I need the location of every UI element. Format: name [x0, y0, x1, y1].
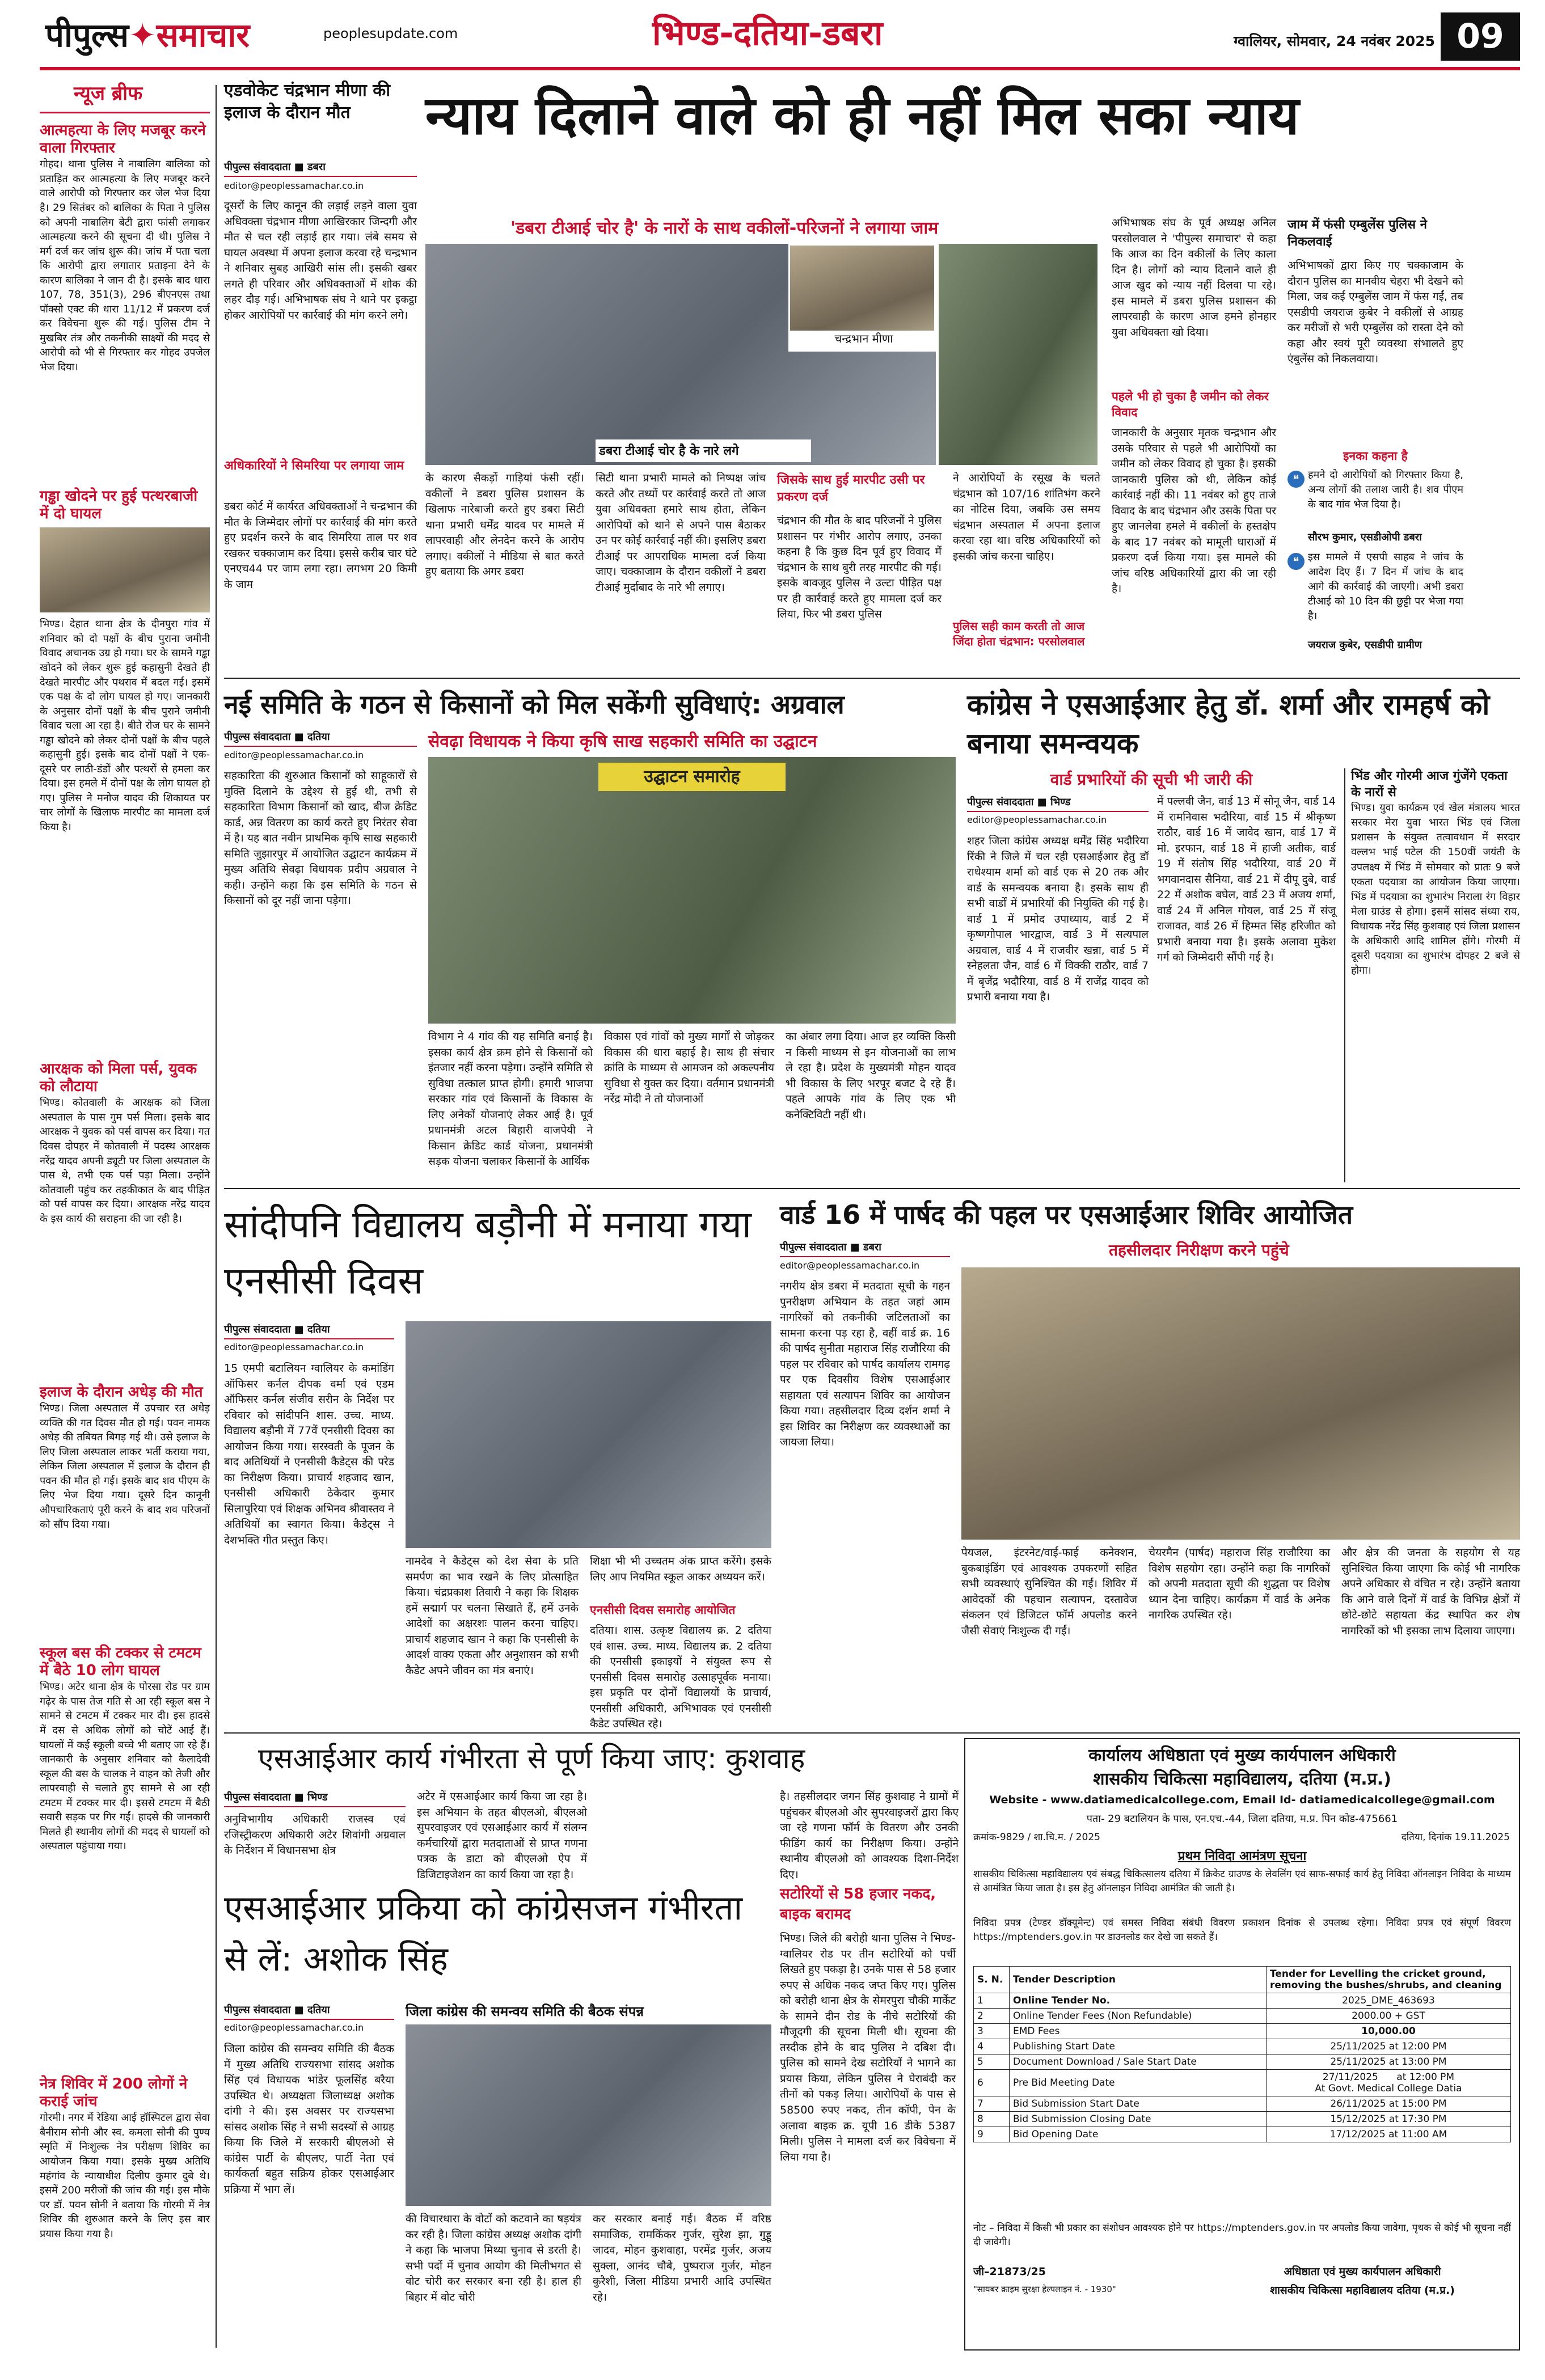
photo-caption: डबरा टीआई चोर है के नारे लगे — [596, 439, 811, 462]
quote-icon: ❝ — [1288, 553, 1305, 570]
table-cell: 8 — [974, 2112, 1010, 2127]
table-cell: Online Tender No. — [1010, 1993, 1267, 2009]
inset-caption: चन्द्रभान मीणा — [790, 331, 938, 351]
table-cell: 2000.00 + GST — [1267, 2009, 1511, 2024]
table-cell: Publishing Start Date — [1010, 2039, 1267, 2055]
table-cell: 6 — [974, 2070, 1010, 2096]
ward-headline: वार्ड 16 में पार्षद की पहल पर एसआईआर शिविर आयोजित — [780, 1199, 1353, 1230]
table-cell: Bid Submission Closing Date — [1010, 2112, 1267, 2127]
brief-photo — [40, 527, 210, 612]
lead-col6: जानकारी के अनुसार मृतक चन्द्रभान और उसके परिवार से पहले भी आरोपियों का जमीन को लेकर विवाद हो चुका है। इसकी जानकारी पुलिस को थी, लेकिन कोई कार्रवाई नहीं की। 11 नवंबर को हुए ताजे विवाद के बाद चंद्रभान और उसके पिता पर हुए जानलेवा हमले में वकीलों के हस्तक्षेप के बाद 17 नवंबर को मामूली धाराओं में प्रकरण दर्ज किया गया। इस मामले की जांच वरिष्ठ अधिकारियों द्वारा की जा रही है। — [1112, 426, 1280, 595]
quote1: हमने दो आरोपियों को गिरफ्तार किया है, अन्य लोगों की तलाश जारी है। शव पीएम के बाद गांव भेज दिया है। — [1308, 469, 1467, 511]
table-cell: 3 — [974, 2024, 1010, 2039]
table-cell: 25/11/2025 at 12:00 PM — [1267, 2039, 1511, 2055]
table-header-cell: S. N. — [974, 1967, 1010, 1993]
section-title: भिण्ड-दतिया-डबरा — [652, 14, 883, 53]
table-header-row — [974, 1967, 1511, 1993]
table-cell: Bid Opening Date — [1010, 2127, 1267, 2142]
samiti-col3: विकास एवं गांवों को मुख्य मार्गों से जोड़कर विकास की धारा बहाई है। साथ ही संचार क्रांति के माध्यम से आमजन को अकल्पनीय सुविधा से युक्त कर दिया। वर्तमान प्रधानमंत्री नरेंद्र मोदी ने तो योजनाओं — [604, 1030, 778, 1106]
samiti-col2: विभाग ने 4 गांव की यह समिति बनाई है। इसका कार्य क्षेत्र क्रम होने से किसानों को इंतजार नहीं करना पड़ेगा। उन्होंने समिति से सुविधा तत्काल प्राप्त होगी। हमारी भाजपा सरकार गांव एवं किसानों के विकास के लिए अनेकों योजनाएं लेकर आई है। पूर्व प्रधानमंत्री अटल बिहारी वाजपेयी ने किसान क्रेडिट कार्ड योजना, प्रधानमंत्री सड़क योजना चलाकर किसानों के आर्थिक — [428, 1030, 597, 1168]
logo-left: पीपुल्स — [45, 16, 129, 54]
photo-banner: उद्घाटन समारोह — [598, 763, 786, 791]
quote2-by: जयराज कुबेर, एसडीपी ग्रामीण — [1308, 639, 1422, 651]
lead-subheadline: 'डबरा टीआई चोर है' के नारों के साथ वकीलों-परिजनों ने लगाया जाम — [510, 218, 939, 238]
brief-item-body: गोरमी। नगर में रेडिया आई हॉस्पिटल द्वारा सेवा बैनीराम सोनी और स्व. कमला सोनी की पुण्य स्मृति में निःशुल्क नेत्र परीक्षण शिविर का आयोजन किया गया। इसके मुख्य अतिथि महंगांव के न्यायाधीश दिलीप कुमार दुबे थे। इसमें 200 मरीजों की जांच की गई। इस मौके पर डॉ. पवन सोनी ने बताया कि गोरमी में नेत्र शिविर की शुरुआत करने के लिए इस बार प्रयास किया गया है। — [40, 2112, 213, 2240]
ashok-headline: एसआईआर प्रकिया को कांग्रेसजन गंभीरता से लें: अशोक सिंह — [224, 1888, 743, 1979]
table-cell: 27/11/2025 at 12:00 PM At Govt. Medical College Datia — [1267, 2070, 1511, 2096]
logo-right: समाचार — [156, 16, 250, 54]
table-cell: 10,000.00 — [1267, 2024, 1511, 2039]
ncc-story — [224, 1197, 775, 1731]
ashok-col3: कर सरकार बनाई गई। बैठक में वरिष्ठ समाजिक, रामकिंकर गुर्जर, सुरेश झा, गुड्डू जादव, मोहन कुशवाहा, परमेंद्र गुर्जर, अजय सुक्ला, आनंद चौबे, पुष्पराज गुर्जर, मोहन कुरैशी, जिला मीडिया प्रभारी आदि उपस्थित रहे। — [593, 2213, 775, 2303]
lead-headline: न्याय दिलाने वाले को ही नहीं मिल सका न्याय — [425, 85, 1299, 147]
tender-table — [973, 1966, 1511, 2216]
ward-email: editor@peoplessamachar.co.in — [780, 1260, 920, 1271]
table-cell: 15/12/2025 at 17:30 PM — [1267, 2112, 1511, 2127]
table-row — [974, 2096, 1511, 2112]
masthead — [0, 0, 1545, 85]
brief-item-5 — [40, 1645, 213, 2070]
congress-col1: शहर जिला कांग्रेस अध्यक्ष धर्मेंद्र सिंह भदौरिया रिंकी ने जिले में चल रही एसआईआर हेतु डॉ राधेश्याम शर्मा को वार्ड एक से 20 तक और वार्ड के समन्वयक बनाया है। इसके साथ ही सभी वार्डों में प्रभारियों की नियुक्ति की गई है। वार्ड 1 में प्रमोद उपाध्याय, वार्ड 2 में कृष्णगोपाल भारद्वाज, वार्ड 3 में सत्यपाल अग्रवाल, वार्ड 4 में राजवीर खन्ना, वार्ड 5 में स्नेहलता जैन, वार्ड 6 में विक्की राठौर, वार्ड 7 में बृजेंद्र भदौरिया, वार्ड 8 में राजेंद्र यादव को प्रभारी बनाया गया है। — [967, 835, 1153, 1004]
ward-story — [780, 1197, 1524, 1730]
ashok-subheadline: जिला कांग्रेस की समन्वय समिति की बैठक संपन्न — [406, 2003, 644, 2019]
advocate-body: दूसरों के लिए कानून की लड़ाई लड़ने वाला युवा अधिवक्ता चंद्रभान मीणा आखिरकार जिन्दगी और मौत से चल रही लड़ाई हार गया। लंबे समय से घायल अवस्था में अपना इलाज करवा रहे चन्द्रभान ने शनिवार सुबह आखिरी सांस ली। इसकी खबर लगते ही परिवार और अधिवक्ताओं में शोक की लहर दौड़ गई। अभिभाषक संघ ने थाने पर इकट्ठा होकर आरोपियों पर कार्रवाई की मांग करने लगे। — [224, 200, 421, 322]
brief-item-title: आरक्षक को मिला पर्स, युवक को लौटाया — [40, 1060, 197, 1096]
advocate-body2: डबरा कोर्ट में कार्यरत अधिवक्ताओं ने चन्द्रभान की मौत के जिम्मेदार लोगों पर कार्रवाई की मांग करते हुए प्रदर्शन करने के बाद सिमरिया ताल पर शव रखकर चक्काजाम कर दिया। इससे करीब चार घंटे एनएच44 पर जाम लगा रहा। लगभग 20 किमी के जाम — [224, 500, 421, 591]
ward-col1: नगरीय क्षेत्र डबरा में मतदाता सूची के गहन पुनरीक्षण अभियान के तहत जहां आम नागरिकों को तकनीकी जटिलताओं का सामना करना पड़ रहा है, वहीं वार्ड क्र. 16 की पार्षद सुनीता महाराज सिंह राजौरिया की पहल पर रविवार को पार्षद कार्यालय रामगढ़ पर एक दिवसीय विशेष एसआईआर सहायता एवं सत्यापन शिविर का आयोजन किया गया। तहसीलदार दिव्य दर्शन शर्मा ने इस शिविर का निरीक्षण कर व्यवस्थाओं का जायजा लिया। — [780, 1280, 954, 1449]
table-row — [974, 2009, 1511, 2024]
ncc-photo — [406, 1321, 771, 1548]
table-row — [974, 2055, 1511, 2070]
page-number: 09 — [1441, 12, 1520, 61]
brief-item-body: भिण्ड। देहात थाना क्षेत्र के दीनपुरा गांव में शनिवार को दो पक्षों के बीच पुराना जमीनी विवाद अचानक उग्र हो गया। घर के सामने गड्ढा खोदने को लेकर शुरू हुई कहासुनी देखते ही देखते मारपीट और पथराव में बदल गई। इसमें एक पक्ष के दो लोग घायल हो गए। जानकारी के अनुसार दोनों पक्षों के बीच पुराने जमीनी विवाद चला आ रहा है। बीते रोज घर के सामने गड्ढा खोदने को लेकर दोनों पक्षों के बीच पहले कहासुनी हुई। इसके बाद दोनों पक्षों ने एक-दूसरे पर लाठी-डंडों और पत्थरों से हमला कर दिया। इस हमले में दोनों पक्ष के लोग घायल हो गए। पुलिस ने मनोज यादव की शिकायत पर चार लोगों के खिलाफ मारपीट का मामला दर्ज किया है। — [40, 618, 213, 834]
congress-subheadline: वार्ड प्रभारियों की सूची भी जारी की — [1050, 770, 1253, 789]
table-cell: 26/11/2025 at 15:00 PM — [1267, 2096, 1511, 2112]
samiti-email: editor@peoplessamachar.co.in — [224, 750, 364, 760]
table-cell: 2025_DME_463693 — [1267, 1993, 1511, 2009]
table-header-cell: Tender Description — [1010, 1967, 1267, 1993]
samiti-col4: का अंबार लगा दिया। आज हर व्यक्ति किसी न किसी माध्यम से इन योजनाओं का लाभ ले रहा है। प्रदेश के मुख्यमंत्री मोहन यादव भी विकास के लिए भरपूर बजट दे रहे हैं। पहले आपके गांव के लिए एक भी कनेक्टिविटी नहीं थी। — [786, 1030, 960, 1121]
lead-subhead3: पहले भी हो चुका है जमीन को लेकर विवाद — [1112, 390, 1269, 419]
tender-signatory2: शासकीय चिकित्सा महाविद्यालय दतिया (म.प्र.) — [1270, 2284, 1455, 2297]
tender-address-line: पता- 29 बटालियन के पास, एन.एच.-44, जिला दतिया, म.प्र. पिन कोड-475661 — [1086, 1813, 1398, 1825]
lead-col5: अभिभाषक संघ के पूर्व अध्यक्ष अनिल परसोलवाल ने 'पीपुल्स समाचार' से कहा कि आज का दिन वकीलों के लिए काला दिन है। लोगों को न्याय दिलाने वाले ही आज खुद को न्याय नहीं दिलवा पा रहे। इस मामले में डबरा पुलिस प्रशासन की लापरवाही के कारण आज हमने होनहार युवा अधिवक्ता खो दिया। — [1112, 217, 1280, 339]
ward-photo — [961, 1267, 1520, 1540]
tender-notice-title: प्रथम निविदा आमंत्रण सूचना — [1177, 1849, 1307, 1863]
advocate-email: editor@peoplessamachar.co.in — [224, 180, 364, 191]
column-rule — [216, 85, 217, 2348]
ashok-col1: जिला कांग्रेस की समन्वय समिति की बैठक में मुख्य अतिथि राज्यसभा सांसद अशोक सिंह एवं विधायक भांडेर फूलसिंह बरैया उपस्थित थे। अध्यक्षता जिलाध्यक्ष अशोक दांगी ने की। इस अवसर पर राज्यसभा सांसद अशोक सिंह ने सभी सदस्यों से आग्रह किया कि जिले में सरकारी बीएलओ से कांग्रेस पार्टी के बीएलए, पार्टी नेता एवं कार्यकर्ता बहुत सक्रिय होकर एसआईआर प्रक्रिया में भाग लें। — [224, 2043, 398, 2196]
lead-col4: ने आरोपियों के रसूख के चलते चंद्रभान को 107/16 शांतिभंग करने का नोटिस दिया, जबकि उस समय चंद्रभान अस्पताल में अपना इलाज करवा रहा था। वरिष्ठ अधिकारियों को इसकी जांच करना चाहिए। — [953, 472, 1104, 563]
kushwah-col3: है। तहसीलदार जगन सिंह कुशवाह ने ग्रामों में पहुंचकर बीएलओ और सुपरवाइजरों द्वारा किए जा रहे गणना फॉर्म के वितरण और उनकी फीडिंग कार्य का निरीक्षण किया। उन्होंने स्थानीय बीएलओ को आवश्यक दिशा-निर्देश दिए। — [780, 1790, 963, 1881]
kushwah-byline: पीपुल्स संवाददाता ■ भिण्ड — [224, 1789, 406, 1807]
brief-item-1 — [40, 122, 213, 485]
table-cell: Online Tender Fees (Non Refundable) — [1010, 2009, 1267, 2024]
tender-college-title: शासकीय चिकित्सा महाविद्यालय, दतिया (म.प्र.) — [1093, 1769, 1391, 1789]
samiti-byline: पीपुल्स संवाददाता ■ दतिया — [224, 729, 417, 747]
quote1-by: सौरभ कुमार, एसडीओपी डबरा — [1308, 531, 1422, 543]
table-cell: 17/12/2025 at 11:00 AM — [1267, 2127, 1511, 2142]
quote2: इस मामले में एसपी साहब ने जांच के आदेश दिए हैं। 7 दिन में जांच के बाद आगे की कार्रवाई की जाएगी। अभी डबरा टीआई को 10 दिन की छुट्टी पर भेजा गया है। — [1308, 551, 1467, 623]
table-row — [974, 1993, 1511, 2009]
ambulance-headline: जाम में फंसी एम्बुलेंस पुलिस ने निकलवाई — [1288, 218, 1428, 249]
brief-item-title: आत्महत्या के लिए मजबूर करने वाला गिरफ्तार — [40, 122, 206, 157]
table-cell: Pre Bid Meeting Date — [1010, 2070, 1267, 2096]
brief-item-4 — [40, 1384, 213, 1639]
advocate-headline: एडवोकेट चंद्रभान मीणा की इलाज के दौरान मौत — [224, 81, 391, 122]
brief-item-title: इलाज के दौरान अधेड़ की मौत — [40, 1384, 203, 1401]
masthead-divider — [40, 67, 1520, 70]
advocate-subhead: अधिकारियों ने सिमरिया पर लगाया जाम — [224, 459, 404, 473]
satta-headline: सटोरियों से 58 हजार नकद, बाइक बरामद — [780, 1886, 936, 1923]
website-link[interactable]: peoplesupdate.com — [323, 26, 458, 41]
table-header-cell: Tender for Levelling the cricket ground, removing the bushes/shrubs, and cleaning — [1267, 1967, 1511, 1993]
brief-item-3 — [40, 1060, 213, 1355]
inset-portrait — [788, 244, 936, 352]
ward-byline: पीपुल्स संवाददाता ■ डबरा — [780, 1239, 950, 1257]
quote-icon: ❝ — [1288, 471, 1305, 488]
tender-intro2: निविदा प्रपत्र (टेण्डर डॉक्यूमेन्ट) एवं समस्त निविदा संबंधी विवरण प्रकाशन दिनांक से उपलब्ध रहेगा। निविदा प्रपत्र एवं संपूर्ण विवरण https://mptenders.gov.in पर डाउनलोड कर देखे जा सकते हैं। — [973, 1917, 1514, 1943]
ncc-col2: नामदेव ने कैडेट्स को देश सेवा के प्रति समर्पण का भाव रखने के लिए प्रोत्साहित किया। चंद्रप्रकाश तिवारी ने कहा कि शिक्षक हमें सद्मार्ग पर चलना सिखाते हैं, हमें उनके आदेशों का अक्षरशः पालन करना चाहिए। प्राचार्य शहजाद खान ने कहा कि एनसीसी के आदर्श वाक्य एकता और अनुशासन को सभी कैडेट अपने जीवन का मंत्र बनाएं। — [406, 1555, 582, 1677]
tender-footer-slogan: "सायबर क्राइम सुरक्षा हेल्पलाइन नं. - 1930" — [973, 2284, 1116, 2294]
table-cell: 1 — [974, 1993, 1010, 2009]
ward-col4: और क्षेत्र की जनता के सहयोग से यह सुनिश्चित किया जाएगा कि कोई भी नागरिक अपने अधिकार से वंचित न रहे। उन्होंने बताया कि आने वाले दिनों में वार्ड के विभिन्न क्षेत्रों में छोटे-छोटे सहायता केंद्र स्थापित कर शेष नागरिकों को भी इसका लाभ दिलाया जाएगा। — [1341, 1546, 1524, 1637]
tender-note: नोट – निविदा में किसी भी प्रकार का संशोधन आवश्यक होने पर https://mptenders.gov.in पर अपलोड किया जावेगा, पृथक से कोई भी सूचना नहीं दी जावेगी। — [973, 2222, 1514, 2248]
lead-col1: के कारण सैकड़ों गाड़ियां फंसी रहीं। वकीलों ने डबरा पुलिस प्रशासन के खिलाफ नारेबाजी करते हुए डबरा सिटी थाना प्रभारी धर्मेंद्र यादव पर मामले में लापरवाही और लेनदेन करने के आरोप लगाए। वकीलों ने मीडिया से बात करते हुए बताया कि अगर डबरा — [425, 472, 588, 578]
brief-item-body: भिण्ड। जिला अस्पताल में उपचार रत अधेड़ व्यक्ति की गत दिवस मौत हो गई। पवन नामक अधेड़ की तबियत बिगड़ गई थी। उसे इलाज के लिए जिला अस्पताल लाकर भर्ती कराया गया, लेकिन जिला अस्पताल में इलाज के दौरान ही पवन की मौत हो गई। इसके बाद शव पीएम के लिए भेज दिया गया। दूसरे दिन कानूनी औपचारिकताएं पूरी करने के बाद शव परिजनों को सौंप दिया गया। — [40, 1402, 213, 1531]
logo-sep: ✦ — [128, 16, 157, 54]
congress-story — [967, 686, 1523, 1185]
ncc-headline: सांदीपनि विद्यालय बड़ौनी में मनाया गया एनसीसी दिवस — [224, 1203, 752, 1303]
tender-ref-date: दतिया, दिनांक 19.11.2025 — [1401, 1832, 1510, 1843]
congress-byline: पीपुल्स संवाददाता ■ भिण्ड — [967, 794, 1149, 812]
kushwah-story — [224, 1738, 963, 1881]
lead-story — [425, 79, 1467, 675]
table-cell: 7 — [974, 2096, 1010, 2112]
samiti-story — [224, 686, 960, 1185]
brief-item-2 — [40, 488, 213, 1055]
table-cell: Bid Submission Start Date — [1010, 2096, 1267, 2112]
quote-label: इनका कहना है — [1343, 449, 1408, 463]
table-cell: 25/11/2025 at 13:00 PM — [1267, 2055, 1511, 2070]
brief-item-title: स्कूल बस की टक्कर से टमटम में बैठे 10 लोग घायल — [40, 1645, 201, 1680]
tender-notice — [964, 1738, 1520, 2351]
table-cell: 9 — [974, 2127, 1010, 2142]
tender-intro: शासकीय चिकित्सा महाविद्यालय एवं संबद्ध चिकित्सालय दतिया में क्रिकेट ग्राउण्ड के लेवलिंग एवं साफ-सफाई कार्य हेतु निविदा ऑनलाइन निविदा के माध्यम से आमंत्रित किया जाता है। इस हेतु ऑनलाइन निविदा आमंत्रित की जाती है। — [973, 1869, 1514, 1894]
satta-body: भिण्ड। जिले की बरोही थाना पुलिस ने भिण्ड-ग्वालियर रोड पर तीन सटोरियों को पर्ची लिखते हुए पकड़ा है। उनके पास से 58 हजार रुपए से अधिक नकद जप्त किए गए। पुलिस को बरोही थाना क्षेत्र के सेमरपुरा चौकी मार्केट के सामने दीन रोड के नीचे सटोरियों की मौजूदगी की सूचना मिली थी। सूचना की तस्दीक होने के बाद पुलिस ने दबिश दी। पुलिस को सामने देख सटोरियों ने भागने का प्रयास किया, लेकिन पुलिस ने घेराबंदी कर तीनों को पकड़ लिया। आरोपियों के पास से 58500 रुपए नकद, तीन कॉपी, पेन के अलावा बाइक क्र. यूपी 16 डीके 5387 मिली। पुलिस ने मामला दर्ज कर विवेचना में लिया गया है। — [780, 1932, 960, 2163]
ashok-byline: पीपुल्स संवाददाता ■ दतिया — [224, 2002, 394, 2020]
samiti-photo — [428, 757, 956, 1024]
ncc-subhead: एनसीसी दिवस समारोह आयोजित — [590, 1603, 736, 1617]
dateline: ग्वालियर, सोमवार, 24 नवंबर 2025 — [1234, 33, 1435, 49]
table-row — [974, 2070, 1511, 2096]
newspaper-logo — [45, 11, 340, 57]
lead-col3: चंद्रभान की मौत के बाद परिजनों ने पुलिस प्रशासन पर गंभीर आरोप लगाए, उनका कहना है कि कुछ दिन पूर्व हुए विवाद में चंद्रभान के साथ बुरी तरह मारपीट की गई। इसके बावजूद पुलिस ने उल्टा पीड़ित पक्ष पर ही कार्रवाई करते हुए मामला दर्ज कर लिया, फिर भी डबरा पुलिस — [777, 514, 945, 621]
lead-subhead2: पुलिस सही काम करती तो आज जिंदा होता चंद्रभान: परसोलवाल — [953, 619, 1085, 648]
ward-subheadline: तहसीलदार निरीक्षण करने पहुंचे — [1109, 1241, 1289, 1259]
table-cell: 4 — [974, 2039, 1010, 2055]
ambulance-body: अभिभाषकों द्वारा किए गए चक्काजाम के दौरान पुलिस का मानवीय चेहरा भी देखने को मिला, जब कई एम्बुलेंस जाम में फंस गईं, तब एसडीपी जयराज कुबेर ने वकीलों से आग्रह कर मरीजों से भरी एम्बुलेंस को रास्ता देने को कहा और स्वयं पूरी व्यवस्था संभालते हुए एंबुलेंस को निकलवाया। — [1288, 259, 1467, 366]
horizontal-rule — [224, 1732, 1520, 1734]
ashok-photo — [406, 2024, 771, 2206]
brief-item-6 — [40, 2075, 213, 2348]
table-cell: 2 — [974, 2009, 1010, 2024]
table-cell: 5 — [974, 2055, 1010, 2070]
ncc-byline: पीपुल्स संवाददाता ■ दतिया — [224, 1321, 394, 1339]
ncc-col1: 15 एमपी बटालियन ग्वालियर के कमांडिंग ऑफिसर कर्नल दीपक वर्मा एवं एडम ऑफिसर कर्नल संजीव सरीन के निर्देश पर रविवार को सांदीपनि शास. उच्च. माध्य. विद्यालय बड़ौनी में 77वें एनसीसी दिवस का आयोजन किया गया। सरस्वती के पूजन के बाद अतिथियों ने एनसीसी कैडेट्स की परेड का निरीक्षण किया। प्राचार्य शहजाद खान, एनसीसी अधिकारी ठेकेदार कुमार सिलापुरिया एवं शिक्षक अभिनव श्रीवास्तव ने अतिथियों का स्वागत किया। कैडेट्स ने देशभक्ति गीत प्रस्तुत किए। — [224, 1362, 398, 1547]
horizontal-rule — [224, 678, 1520, 679]
table-row — [974, 2127, 1511, 2142]
ambulance-story — [1288, 215, 1467, 669]
tender-office-title: कार्यालय अधिष्ठाता एवं मुख्य कार्यपालन अधिकारी — [1088, 1745, 1396, 1765]
tender-signatory1: अधिष्ठाता एवं मुख्य कार्यपालन अधिकारी — [1284, 2265, 1441, 2278]
ward-col2: पेयजल, इंटरनेट/वाई-फाई कनेक्शन, बुकबाइंडिंग एवं आवश्यक उपकरणों सहित सभी व्यवस्थाएं सुनिश्चित की गईं। शिविर में आवेदकों की पहचान सत्यापन, दस्तावेज संकलन एवं डिजिटल फॉर्म अपलोड करने जैसी सेवाएं निःशुल्क दी गईं। — [961, 1546, 1141, 1637]
tender-footer-code: जी–21873/25 — [973, 2265, 1046, 2278]
ashok-col2: की विचारधारा के वोटों को कटवाने का षड़यंत्र कर रही है। जिला कांग्रेस अध्यक्ष अशोक दांगी ने कहा कि भाजपा मिथ्या चुनाव से डरती है। सभी पदों में चुनाव आयोग की मिलीभगत से वोट चोरी कर सरकार बना रही है। हाल ही बिहार में वोट चोरी — [406, 2213, 585, 2303]
unity-march-headline: भिंड और गोरमी आज गुंजेंगे एकता के नारों से — [1351, 769, 1508, 800]
samiti-col1: सहकारिता की शुरुआत किसानों को साहूकारों से मुक्ति दिलाने के उद्देश्य से हुई थी, तभी से सहकारिता विभाग किसानों को खाद, बीज क्रेडिट कार्ड, अन्न वितरण का कार्य करते हुए निरंतर सेवा में है। यह बात नवीन प्राथमिक कृषि साख सहकारी समिति जुझारपुर में आयोजित उद्घाटन कार्यक्रम में मुख्य अतिथि सेवढ़ा विधायक प्रदीप अग्रवाल ने कही। उन्होंने कहा कि इस समिति के गठन से किसानों को दूर नहीं जाना पड़ेगा। — [224, 770, 421, 907]
kushwah-col2: अटेर में एसआईआर कार्य किया जा रहा है। इस अभियान के तहत बीएलओ, बीएलओ सुपरवाइजर एवं एसआईआर कार्य में संलग्न कर्मचारियों द्वारा मतदाताओं से प्राप्त गणना पत्रक के डाटा को बीएलओ ऐप में डिजिटाइजेशन का कार्य किया जा रहा है। — [417, 1790, 591, 1881]
advocate-story — [224, 79, 421, 675]
horizontal-rule — [224, 1188, 1520, 1189]
tender-website-line: Website - www.datiamedicalcollege.com, Email Id- datiamedicalcollege@gmail.com — [989, 1794, 1495, 1806]
congress-headline: कांग्रेस ने एसआईआर हेतु डॉ. शर्मा और रामहर्ष को बनाया समन्वयक — [967, 688, 1490, 760]
table-row — [974, 2039, 1511, 2055]
brief-item-title: नेत्र शिविर में 200 लोगों ने कराई जांच — [40, 2075, 188, 2111]
tender-table-grid — [973, 1966, 1511, 2142]
table-cell: EMD Fees — [1010, 2024, 1267, 2039]
samiti-subheadline: सेवढ़ा विधायक ने किया कृषि साख सहकारी समिति का उद्घाटन — [428, 732, 817, 751]
lead-col2: सिटी थाना प्रभारी मामले को निष्पक्ष जांच करते और तथ्यों पर कार्रवाई करते तो आज युवा अधिवक्ता हमारे साथ होता, लेकिन आरोपियों को थाने से अपने पास बैठाकर उन पर कोई कार्रवाई नहीं की। इसलिए डबरा टीआई पर आपराधिक मामला दर्ज किया जाए। चक्काजाम के दौरान वकीलों ने डबरा टीआई मुर्दाबाद के नारे भी लगाए। — [596, 472, 770, 594]
table-cell: Document Download / Sale Start Date — [1010, 2055, 1267, 2070]
congress-email: editor@peoplessamachar.co.in — [967, 814, 1107, 825]
table-row — [974, 2024, 1511, 2039]
news-brief-column — [40, 79, 213, 2348]
news-brief-label: न्यूज ब्रीफ — [40, 79, 210, 113]
kushwah-headline: एसआईआर कार्य गंभीरता से पूर्ण किया जाए: कुशवाह — [258, 1742, 805, 1775]
unity-march-body: भिण्ड। युवा कार्यक्रम एवं खेल मंत्रालय भारत सरकार मेरा युवा भारत भिंड एवं जिला प्रशासन के संयुक्त तत्वावधान में सरदार वल्लभ भाई पटेल की 150वीं जयंती के उपलक्ष्य में भिंड में सोमवार को प्रातः 9 बजे एकता पदयात्रा का आयोजन किया जाएगा। भिंड में पदयात्रा का शुभारंभ निराला रंग विहार मेला ग्राउंड से होगा। इसमें सांसद संध्या राय, विधायक नरेंद्र सिंह कुशवाह एवं जिला प्रशासन के अधिकारी आदि शामिल होंगे। गोरमी में दूसरी पदयात्रा का शुभारंभ दोपहर 2 बजे से होगा। — [1351, 802, 1523, 977]
brief-item-body: भिण्ड। कोतवाली के आरक्षक को जिला अस्पताल के पास गुम पर्स मिला। इसके बाद आरक्षक ने युवक को पर्स वापस कर दिया। गत दिवस दोपहर में कोतवाली में पदस्थ आरक्षक नरेंद्र यादव अपनी ड्यूटी पर जिला अस्पताल के पास थे, तभी एक पर्स पड़ा मिला। उन्होंने कोतवाली पहुंच कर तहकीकात के बाद पीड़ित को पर्स वापस कर दिया। आरक्षक नरेंद्र यादव के इस कार्य की सराहना की जा रही है। — [40, 1097, 213, 1225]
ward-col3: चेयरमैन (पार्षद) महाराज सिंह राजौरिया का विशेष सहयोग रहा। उन्होंने कहा कि नागरिकों को अपनी मतदाता सूची की शुद्धता पर विशेष ध्यान देना चाहिए। कार्यक्रम में वार्ड के अनेक नागरिक उपस्थित रहे। — [1149, 1546, 1334, 1622]
advocate-byline: पीपुल्स संवाददाता ■ डबरा — [224, 159, 417, 177]
brief-item-body: भिण्ड। अटेर थाना क्षेत्र के पोरसा रोड पर ग्राम गढ़ेर के पास तेज गति से आ रही स्कूल बस ने सामने से टमटम में टक्कर मार दी। इस हादसे में दस से अधिक लोगों को चोटें आईं हैं। घायलों में कई स्कूली बच्चे भी बताए जा रहे हैं। जानकारी के अनुसार शनिवार को कैलादेवी स्कूल की बस के चालक ने वाहन को तेजी और लापरवाही से चलाते हुए सामने से आ रही टमटम में टक्कर मार दी। इससे टमटम में बैठी सवारी सड़क पर गिर गईं। हादसे की जानकारी मिलते ही स्थानीय लोगों की मदद से घायलों को अस्पताल पहुंचाया गया। — [40, 1681, 213, 1853]
ncc-col3: शिक्षा भी भी उच्चतम अंक प्राप्त करेंगे। इसके लिए आप नियमित स्कूल आकर अध्ययन करें। — [590, 1555, 775, 1583]
ashok-story — [224, 1883, 775, 2348]
lead-subhead: जिसके साथ हुई मारपीट उसी पर प्रकरण दर्ज — [777, 473, 925, 504]
ncc-col4: दतिया। शास. उत्कृष्ट विद्यालय क्र. 2 दतिया एवं शास. उच्च. माध्य. विद्यालय क्र. 2 दतिया की एनसीसी इकाइयों ने संयुक्त रूप से एनसीसी दिवस समारोह उत्साहपूर्वक मनाया। इस प्रकृति पर दोनों विद्यालयों के प्राचार्य, एनसीसी अधिकारी, अभिभावक एवं एनसीसी कैडेट उपस्थित रहे। — [590, 1624, 775, 1731]
unity-march-story — [1344, 768, 1523, 1182]
lead-photo-traffic — [939, 244, 1097, 465]
congress-col2: में पल्लवी जैन, वार्ड 13 में सोनू जैन, वार्ड 14 में रामनिवास भदौरिया, वार्ड 15 में श्रीकृष्ण राठौर, वार्ड 16 में जावेद खान, वार्ड 17 में मो. इरफान, वार्ड 18 में हाजी अतीक, वार्ड 19 में संतोष सिंह भदौरिया, वार्ड 20 में भगवानदास सैनिया, वार्ड 21 में दीपू दुबे, वार्ड 22 में अशोक बघेल, वार्ड 23 में अजय शर्मा, वार्ड 24 में अनिल गोयल, वार्ड 25 में संजू राजावत, वार्ड 26 में हिम्मत सिंह हरिजीत को प्रभारी बनाया गया है। इसके अलावा मुकेश गर्ग को जिम्मेदारी सौंपी गई है। — [1157, 795, 1340, 964]
samiti-headline: नई समिति के गठन से किसानों को मिल सकेंगी सुविधाएं: अग्रवाल — [224, 689, 845, 720]
table-row — [974, 2112, 1511, 2127]
kushwah-col1: अनुविभागीय अधिकारी राजस्व एवं रजिस्ट्रीकरण अधिकारी अटेर शिवांगी अग्रवाल के निर्देशन में विधानसभा क्षेत्र — [224, 1813, 410, 1857]
brief-item-body: गोहद। थाना पुलिस ने नाबालिग बालिका को प्रताड़ित कर आत्महत्या के लिए मजबूर करने वाले आरोपी को गिरफ्तार कर जेल भेज दिया है। 29 सितंबर को बालिका के पिता ने पुलिस को अपनी नाबालिग बेटी द्वारा फांसी लगाकर आत्महत्या करने की सूचना दी थी। पुलिस ने मर्ग दर्ज कर जांच शुरू की। जांच में पता चला कि आरोपी द्वारा लगातार प्रताड़ना देने के कारण बालिका ने जान दी है। इसके बाद धारा 107, 78, 351(3), 296 बीएनएस तथा पॉक्सो एक्ट की धारा 11/12 में प्रकरण दर्ज कर विवेचना शुरू की गई। पुलिस टीम ने मुखबिर तंत्र और तकनीकी साक्ष्यों की मदद से आरोपी को भी से गिरफ्तार कर गोहद उपजेल भेज दिया। — [40, 158, 213, 374]
satta-story — [780, 1883, 960, 2348]
brief-item-title: गड्ढा खोदने पर हुई पत्थरबाजी में दो घायल — [40, 488, 198, 523]
ncc-email: editor@peoplessamachar.co.in — [224, 1342, 364, 1352]
ashok-email: editor@peoplessamachar.co.in — [224, 2022, 364, 2033]
tender-ref-no: क्रमांक-9829 / शा.चि.म. / 2025 — [973, 1832, 1100, 1843]
